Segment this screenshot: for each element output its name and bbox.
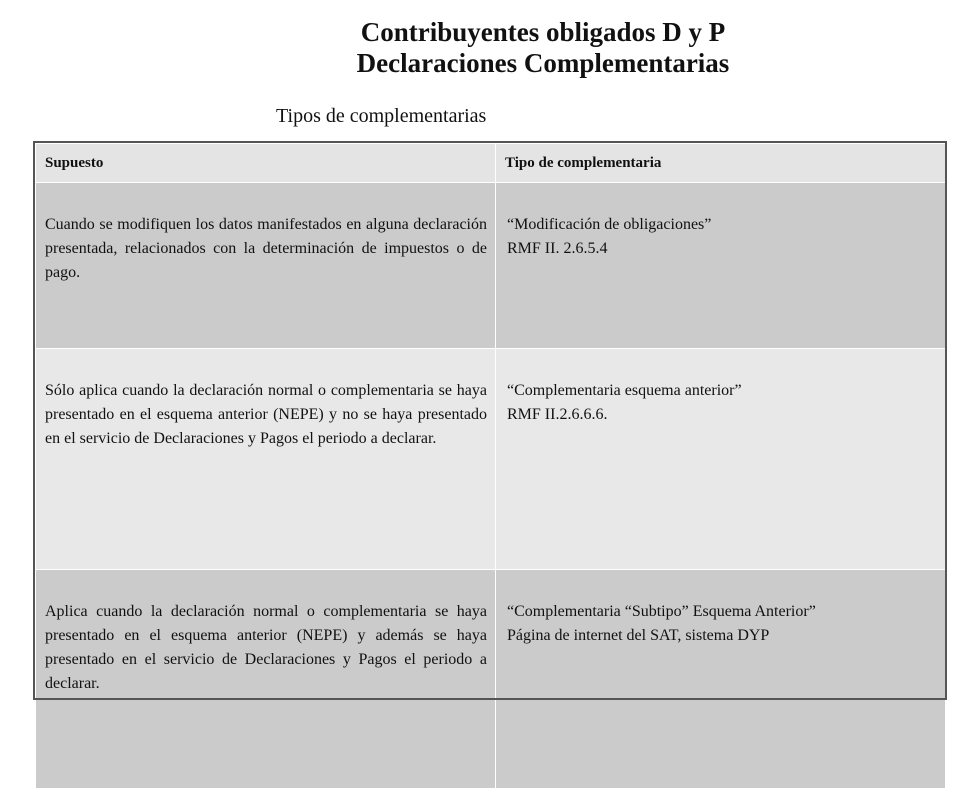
tipo-reference: RMF II.2.6.6.6. xyxy=(507,406,608,423)
complementarias-table xyxy=(35,143,946,789)
cell-supuesto: Sólo aplica cuando la declaración normal o complementaria se haya presentado en el esquema anterior (NEPE) y no se haya presentado en el servicio de Declaraciones y Pagos el periodo a declarar. xyxy=(36,349,496,570)
table-row xyxy=(36,570,946,789)
cell-tipo xyxy=(496,570,946,789)
column-divider xyxy=(495,143,496,696)
table-row xyxy=(36,183,946,349)
tipo-reference: RMF II. 2.6.5.4 xyxy=(507,240,608,257)
cell-supuesto: Cuando se modifiquen los datos manifestados en alguna declaración presentada, relacionados con la determinación de impuestos o de pago. xyxy=(36,183,496,349)
cell-tipo xyxy=(496,349,946,570)
tipo-name: “Complementaria “Subtipo” Esquema Anterior” xyxy=(507,603,816,620)
slide-title-line-1: Contribuyentes obligados D y P xyxy=(360,17,726,47)
cell-tipo xyxy=(496,183,946,349)
tipo-name: “Complementaria esquema anterior” xyxy=(507,382,742,399)
table-header-row xyxy=(36,144,946,183)
column-header-tipo: Tipo de complementaria xyxy=(496,144,946,183)
column-header-supuesto: Supuesto xyxy=(36,144,496,183)
slide-subtitle: Tipos de complementarias xyxy=(276,105,487,127)
slide-title-line-2: Declaraciones Complementarias xyxy=(356,48,730,78)
slide-title xyxy=(0,17,960,79)
tipo-reference: Página de internet del SAT, sistema DYP xyxy=(507,627,770,644)
tipo-name: “Modificación de obligaciones” xyxy=(507,216,712,233)
cell-supuesto: Aplica cuando la declaración normal o complementaria se haya presentado en el esquema anterior (NEPE) y además se haya presentado en el servicio de Declaraciones y Pagos el periodo a declarar. xyxy=(36,570,496,789)
table-row xyxy=(36,349,946,570)
